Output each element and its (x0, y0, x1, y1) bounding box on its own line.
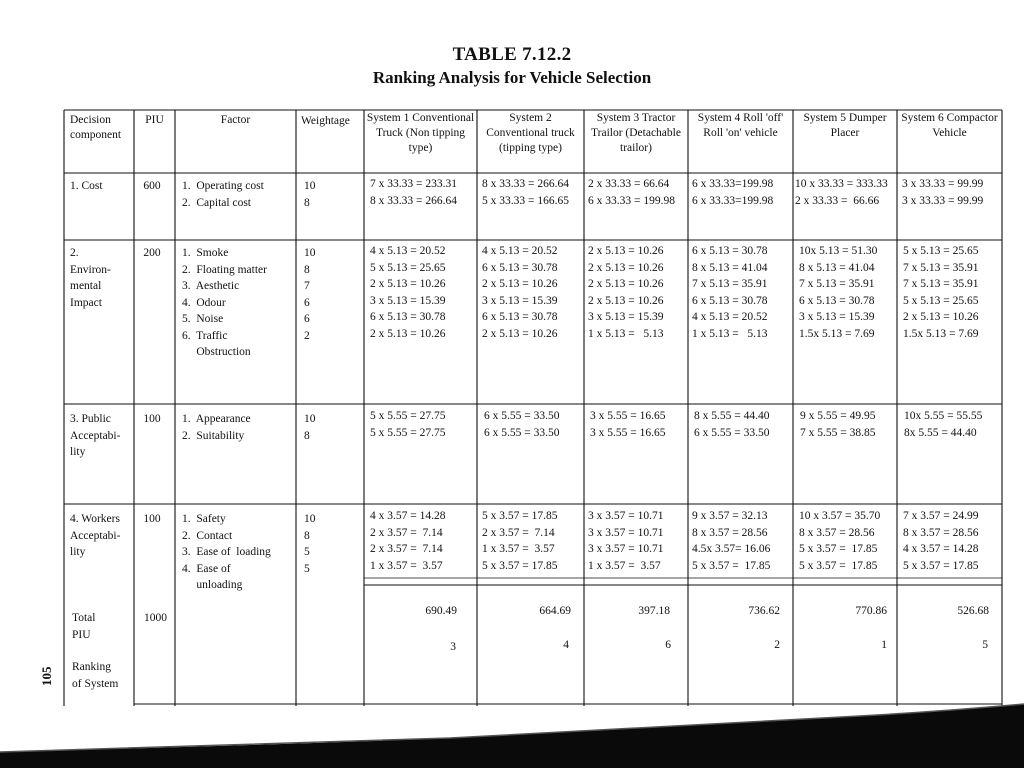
rank-system-3: 6 (665, 639, 671, 651)
total-system-4: 736.62 (748, 605, 780, 617)
rank-system-2: 4 (563, 639, 569, 651)
row-workers-system-4: 9 x 3.57 = 32.13 8 x 3.57 = 28.56 4.5x 3.57= 16.06 5 x 3.57 = 17.85 (692, 510, 771, 572)
row-env-system-4: 6 x 5.13 = 30.78 8 x 5.13 = 41.04 7 x 5.13 = 35.91 6 x 5.13 = 30.78 4 x 5.13 = 20.52 1 x 5.13 = 5.13 (692, 245, 768, 340)
header-piu: PIU (145, 114, 164, 126)
row-public-system-5: 9 x 5.55 = 49.95 7 x 5.55 = 38.85 (800, 410, 876, 439)
row-cost-system-5: 10 x 33.33 = 333.33 2 x 33.33 = 66.66 (795, 178, 888, 207)
row-total-piu: 1000 (144, 612, 167, 624)
row-public-weights: 10 8 (304, 413, 316, 442)
row-workers-component: 4. Workers Acceptabi- lity (70, 513, 121, 558)
row-public-factors: 1. Appearance 2. Suitability (182, 413, 251, 442)
header-system-5: System 5 Dumper Placer (803, 112, 887, 139)
row-env-system-2: 4 x 5.13 = 20.52 6 x 5.13 = 30.78 2 x 5.13 = 10.26 3 x 5.13 = 15.39 6 x 5.13 = 30.78 2 x 5.13 = 10.26 (482, 245, 558, 340)
row-cost-weights: 10 8 (304, 180, 316, 209)
row-workers-system-2: 5 x 3.57 = 17.85 2 x 3.57 = 7.14 1 x 3.57 = 3.57 5 x 3.57 = 17.85 (482, 510, 558, 572)
row-env-piu: 200 (143, 247, 161, 259)
header-weightage: Weightage (301, 115, 350, 127)
row-env-system-3: 2 x 5.13 = 10.26 2 x 5.13 = 10.26 2 x 5.13 = 10.26 2 x 5.13 = 10.26 3 x 5.13 = 15.39 1 x 5.13 = 5.13 (588, 245, 664, 340)
table-title: TABLE 7.12.2 (452, 44, 572, 65)
row-cost-piu: 600 (143, 180, 161, 192)
row-env-component: 2. Environ- mental Impact (70, 247, 111, 309)
total-system-1: 690.49 (425, 605, 457, 617)
total-system-3: 397.18 (638, 605, 670, 617)
rank-system-4: 2 (774, 639, 780, 651)
row-public-system-3: 3 x 5.55 = 16.65 3 x 5.55 = 16.65 (590, 410, 666, 439)
row-env-system-5: 10x 5.13 = 51.30 8 x 5.13 = 41.04 7 x 5.13 = 35.91 6 x 5.13 = 30.78 3 x 5.13 = 15.39 1.5x 5.13 = 7.69 (799, 245, 878, 340)
total-system-2: 664.69 (539, 605, 571, 617)
rank-system-1: 3 (450, 641, 456, 653)
row-public-system-4: 8 x 5.55 = 44.40 6 x 5.55 = 33.50 (694, 410, 770, 439)
total-system-6: 526.68 (957, 605, 989, 617)
header-system-1: System 1 Conventional Truck (Non tipping type) (366, 112, 475, 154)
row-workers-weights: 10 8 5 5 (304, 513, 316, 575)
row-cost-system-3: 2 x 33.33 = 66.64 6 x 33.33 = 199.98 (588, 178, 675, 207)
header-system-2: System 2 Conventional truck (tipping type) (486, 112, 575, 154)
row-public-system-6: 10x 5.55 = 55.55 8x 5.55 = 44.40 (904, 410, 983, 439)
row-env-system-6: 5 x 5.13 = 25.65 7 x 5.13 = 35.91 7 x 5.13 = 35.91 5 x 5.13 = 25.65 2 x 5.13 = 10.26 1.5x 5.13 = 7.69 (903, 245, 979, 340)
row-cost-component: 1. Cost (70, 180, 103, 192)
header-factor: Factor (220, 114, 251, 126)
row-cost-system-1: 7 x 33.33 = 233.31 8 x 33.33 = 266.64 (370, 178, 457, 207)
row-workers-system-5: 10 x 3.57 = 35.70 8 x 3.57 = 28.56 5 x 3.57 = 17.85 5 x 3.57 = 17.85 (799, 510, 881, 572)
row-env-factors: 1. Smoke 2. Floating matter 3. Aesthetic 4. Odour 5. Noise 6. Traffic Obstruction (182, 247, 267, 358)
total-system-5: 770.86 (855, 605, 887, 617)
row-workers-system-6: 7 x 3.57 = 24.99 8 x 3.57 = 28.56 4 x 3.57 = 14.28 5 x 3.57 = 17.85 (903, 510, 979, 572)
row-cost-system-4: 6 x 33.33=199.98 6 x 33.33=199.98 (692, 178, 774, 207)
row-public-system-1: 5 x 5.55 = 27.75 5 x 5.55 = 27.75 (370, 410, 446, 439)
row-cost-system-2: 8 x 33.33 = 266.64 5 x 33.33 = 166.65 (482, 178, 569, 207)
row-ranking-label: Ranking of System (72, 661, 119, 690)
row-env-weights: 10 8 7 6 6 2 (304, 247, 316, 342)
row-workers-system-1: 4 x 3.57 = 14.28 2 x 3.57 = 7.14 2 x 3.57 = 7.14 1 x 3.57 = 3.57 (370, 510, 446, 572)
table-subtitle: Ranking Analysis for Vehicle Selection (372, 68, 652, 87)
row-cost-factors: 1. Operating cost 2. Capital cost (182, 180, 264, 209)
header-system-6: System 6 Compactor Vehicle (901, 112, 998, 139)
row-public-piu: 100 (143, 413, 161, 425)
row-public-component: 3. Public Acceptabi- lity (70, 413, 121, 458)
row-workers-factors: 1. Safety 2. Contact 3. Ease of loading 4. Ease of unloading (182, 513, 271, 591)
row-workers-system-3: 3 x 3.57 = 10.71 3 x 3.57 = 10.71 3 x 3.57 = 10.71 1 x 3.57 = 3.57 (588, 510, 664, 572)
header-system-3: System 3 Tractor Trailor (Detachable trailor) (591, 112, 681, 154)
row-cost-system-6: 3 x 33.33 = 99.99 3 x 33.33 = 99.99 (902, 178, 984, 207)
row-total-label: Total PIU (72, 612, 96, 641)
row-env-system-1: 4 x 5.13 = 20.52 5 x 5.13 = 25.65 2 x 5.13 = 10.26 3 x 5.13 = 15.39 6 x 5.13 = 30.78 2 x 5.13 = 10.26 (370, 245, 446, 340)
header-system-4: System 4 Roll 'off' Roll 'on' vehicle (697, 112, 784, 139)
header-decision-component: Decision component (70, 114, 122, 141)
page-number: 105 (39, 666, 54, 686)
row-workers-piu: 100 (143, 513, 161, 525)
row-public-system-2: 6 x 5.55 = 33.50 6 x 5.55 = 33.50 (484, 410, 560, 439)
rank-system-6: 5 (982, 639, 988, 651)
rank-system-5: 1 (881, 639, 887, 651)
